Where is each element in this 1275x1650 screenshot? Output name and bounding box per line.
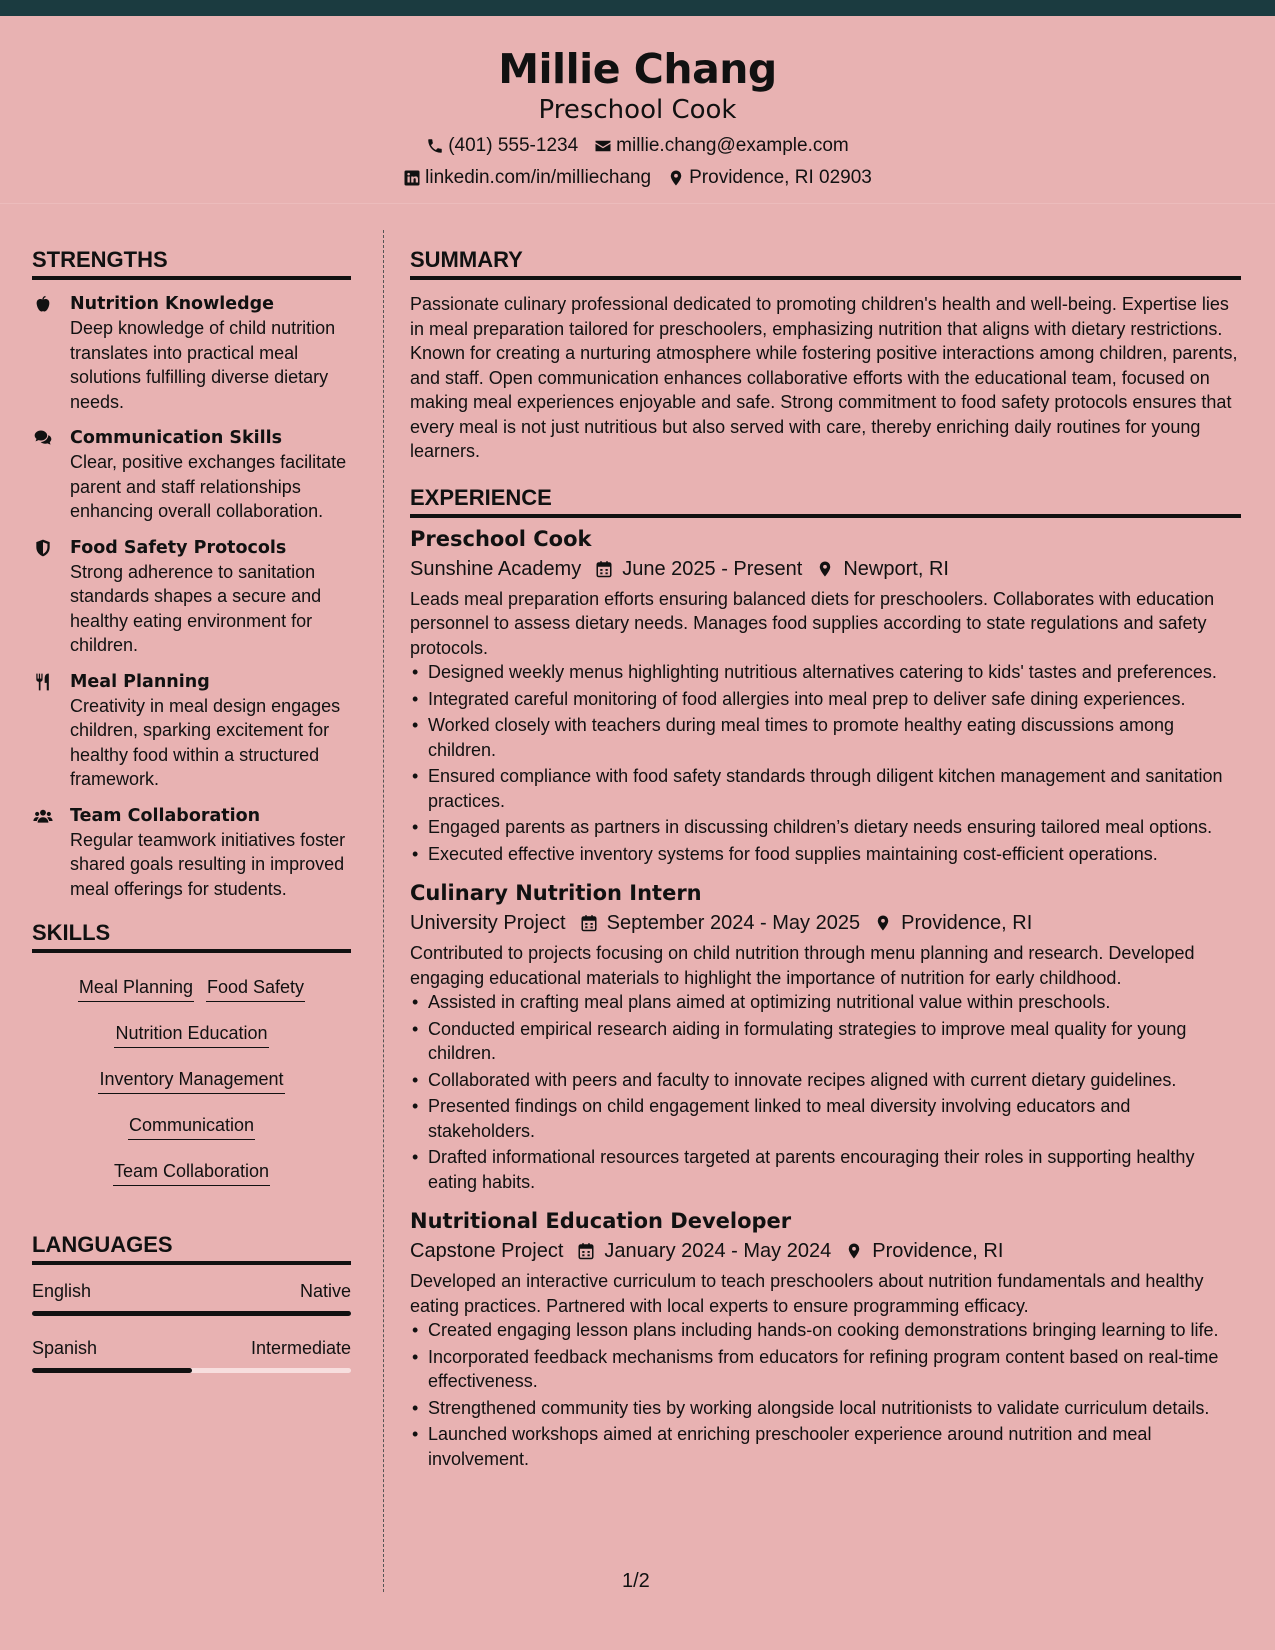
location-contact <box>667 166 872 190</box>
strength-desc: Creativity in meal design engages children, sparking excitement for healthy food within a structured framework. <box>70 695 341 789</box>
contact-row-1 <box>0 134 1275 158</box>
job-meta <box>410 1236 1241 1266</box>
phone-text: (401) 555-1234 <box>448 135 579 156</box>
job-bullet: • Designed weekly menus highlighting nutritious alternatives catering to kids' tastes and preferences. <box>428 660 1241 685</box>
strength-item <box>32 670 351 792</box>
job-entry <box>410 524 1241 867</box>
skill-tag: Meal Planning <box>78 975 194 1002</box>
calendar-icon <box>595 559 613 579</box>
linkedin-contact[interactable] <box>403 166 651 190</box>
job-org: University Project <box>410 912 566 934</box>
resume-header <box>0 16 1275 204</box>
phone-icon <box>426 137 444 155</box>
languages-list <box>32 1279 351 1373</box>
skill-tag: Inventory Management <box>98 1067 284 1094</box>
job-bullet: • Integrated careful monitoring of food allergies into meal prep to deliver safe dining experiences. <box>428 687 1241 712</box>
users-icon <box>32 806 54 826</box>
strength-item <box>32 426 351 524</box>
job-bullets <box>428 990 1241 1194</box>
right-column <box>410 244 1241 1483</box>
strength-item <box>32 292 351 414</box>
job-bullets <box>428 1318 1241 1471</box>
strength-title: Communication Skills <box>70 428 283 448</box>
strength-desc: Strong adherence to sanitation standards shapes a secure and healthy eating environment for children. <box>70 561 322 655</box>
job-bullets <box>428 660 1241 866</box>
linkedin-text: linkedin.com/in/milliechang <box>425 167 652 188</box>
skill-tag: Team Collaboration <box>113 1159 270 1186</box>
job-bullet: • Launched workshops aimed at enriching preschooler experience around nutrition and meal involvement. <box>428 1422 1241 1471</box>
summary-heading: SUMMARY <box>410 244 1241 280</box>
skills-heading: SKILLS <box>32 917 351 953</box>
strength-title: Nutrition Knowledge <box>70 294 275 314</box>
job-description: Contributed to projects focusing on child nutrition through menu planning and research. Developed engaging educational materials to highlight the importance of nutrition for early childhood. <box>410 943 1195 988</box>
contact-row-2 <box>0 166 1275 190</box>
candidate-name: Millie Chang <box>498 45 777 93</box>
job-title: Nutritional Education Developer <box>410 1209 792 1233</box>
calendar-icon <box>577 1241 595 1261</box>
job-location: Providence, RI <box>901 912 1033 934</box>
map-pin-icon <box>667 169 685 187</box>
strength-desc: Deep knowledge of child nutrition translates into practical meal solutions fulfilling diverse dietary needs. <box>70 318 336 412</box>
language-bar-fill <box>32 1311 351 1316</box>
job-bullet: • Ensured compliance with food safety standards through diligent kitchen management and sanitation practices. <box>428 764 1241 813</box>
job-bullet: • Incorporated feedback mechanisms from educators for refining program content based on real-time effectiveness. <box>428 1345 1241 1394</box>
calendar-icon <box>580 913 598 933</box>
job-bullet: • Created engaging lesson plans including hands-on cooking demonstrations bringing learning to life. <box>428 1318 1241 1343</box>
skills-list <box>32 965 351 1199</box>
comments-icon <box>32 428 54 448</box>
language-bar <box>32 1368 351 1373</box>
job-meta <box>410 554 1241 584</box>
strength-title: Food Safety Protocols <box>70 537 287 558</box>
email-contact[interactable] <box>594 134 849 158</box>
job-org: Sunshine Academy <box>410 557 582 580</box>
map-pin-icon <box>874 913 892 933</box>
job-dates: January 2024 - May 2024 <box>604 1240 832 1262</box>
job-meta <box>410 908 1241 938</box>
language-name: English <box>32 1281 92 1301</box>
job-org: Capstone Project <box>410 1240 564 1262</box>
job-bullet: • Conducted empirical research aiding in formulating strategies to improve meal quality for young children. <box>428 1017 1241 1066</box>
strength-item <box>32 536 351 658</box>
job-bullet: • Strengthened community ties by working alongside local nutritionists to validate curriculum details. <box>428 1396 1241 1421</box>
shield-icon <box>32 538 54 558</box>
language-level: Intermediate <box>250 1338 351 1358</box>
job-bullet: • Presented findings on child engagement linked to meal diversity involving educators and stakeholders. <box>428 1094 1241 1143</box>
strength-title: Team Collaboration <box>70 805 261 826</box>
job-dates: September 2024 - May 2025 <box>606 912 861 934</box>
strength-item <box>32 804 351 902</box>
strength-title: Meal Planning <box>70 671 210 692</box>
utensils-icon <box>32 672 54 692</box>
skill-tag: Nutrition Education <box>114 1021 268 1048</box>
apple-icon <box>32 294 54 314</box>
strengths-list <box>32 292 351 901</box>
language-level: Native <box>299 1281 351 1301</box>
language-name: Spanish <box>32 1338 98 1358</box>
job-entry <box>410 1206 1241 1471</box>
job-bullet: • Assisted in crafting meal plans aimed at optimizing nutritional value within preschools. <box>428 990 1241 1015</box>
email-text: millie.chang@example.com <box>616 135 849 156</box>
job-description: Leads meal preparation efforts ensuring balanced diets for preschoolers. Collaborates with education personnel to assess dietary needs. Manages food supplies according to state regulations and safety protocols. <box>410 588 1215 658</box>
job-description: Developed an interactive curriculum to teach preschoolers about nutrition fundamentals and healthy eating practices. Partnered with local experts to ensure programming efficacy. <box>410 1271 1204 1316</box>
column-divider <box>383 230 384 1592</box>
map-pin-icon <box>845 1241 863 1261</box>
job-bullet: • Worked closely with teachers during meal times to promote healthy eating discussions among children. <box>428 713 1241 762</box>
language-item <box>32 1336 351 1373</box>
strength-desc: Regular teamwork initiatives foster shared goals resulting in improved meal offerings for students. <box>70 829 346 899</box>
language-bar-fill <box>32 1368 192 1373</box>
job-title: Preschool Cook <box>410 526 592 551</box>
job-location: Providence, RI <box>872 1240 1004 1262</box>
top-accent-bar <box>0 0 1275 16</box>
left-column <box>32 244 351 1373</box>
location-text: Providence, RI 02903 <box>689 167 872 188</box>
languages-heading: LANGUAGES <box>32 1229 351 1265</box>
language-item <box>32 1279 351 1316</box>
linkedin-icon <box>403 169 421 187</box>
page-number: 1/2 <box>622 1570 650 1592</box>
job-bullet: • Collaborated with peers and faculty to innovate recipes aligned with current dietary guidelines. <box>428 1068 1241 1093</box>
summary-text: Passionate culinary professional dedicated to promoting children's health and well-being. Expertise lies in meal preparation tailored for preschoolers, emphasizing nutrition that aligns with dietary restrictions. Known for creating a nurturing atmosphere while fostering positive interactions among children, parents, and staff. Open communication enhances collaborative efforts with the educational team, focused on making meal experiences enjoyable and safe. Strong commitment to food safety protocols ensures that every meal is not just nutritious but also served with care, thereby enriching daily routines for young learners. <box>410 294 1238 461</box>
skill-tag: Food Safety <box>206 975 305 1002</box>
envelope-icon <box>594 137 612 155</box>
job-title: Culinary Nutrition Intern <box>410 881 702 905</box>
skill-tag: Communication <box>128 1113 255 1140</box>
job-location: Newport, RI <box>843 557 949 580</box>
job-dates: June 2025 - Present <box>622 557 803 580</box>
phone-contact <box>426 134 578 158</box>
job-bullet: • Drafted informational resources targeted at parents encouraging their roles in supporting healthy eating habits. <box>428 1145 1241 1194</box>
experience-heading: EXPERIENCE <box>410 482 1241 518</box>
job-bullet: • Engaged parents as partners in discussing children’s dietary needs ensuring tailored meal options. <box>428 815 1241 840</box>
strengths-heading: STRENGTHS <box>32 244 351 280</box>
candidate-title: Preschool Cook <box>538 95 737 125</box>
job-entry <box>410 878 1241 1194</box>
language-bar <box>32 1311 351 1316</box>
strength-desc: Clear, positive exchanges facilitate parent and staff relationships enhancing overall collaboration. <box>70 452 347 521</box>
map-pin-icon <box>816 559 834 579</box>
job-bullet: • Executed effective inventory systems for food supplies maintaining cost-efficient operations. <box>428 842 1241 867</box>
